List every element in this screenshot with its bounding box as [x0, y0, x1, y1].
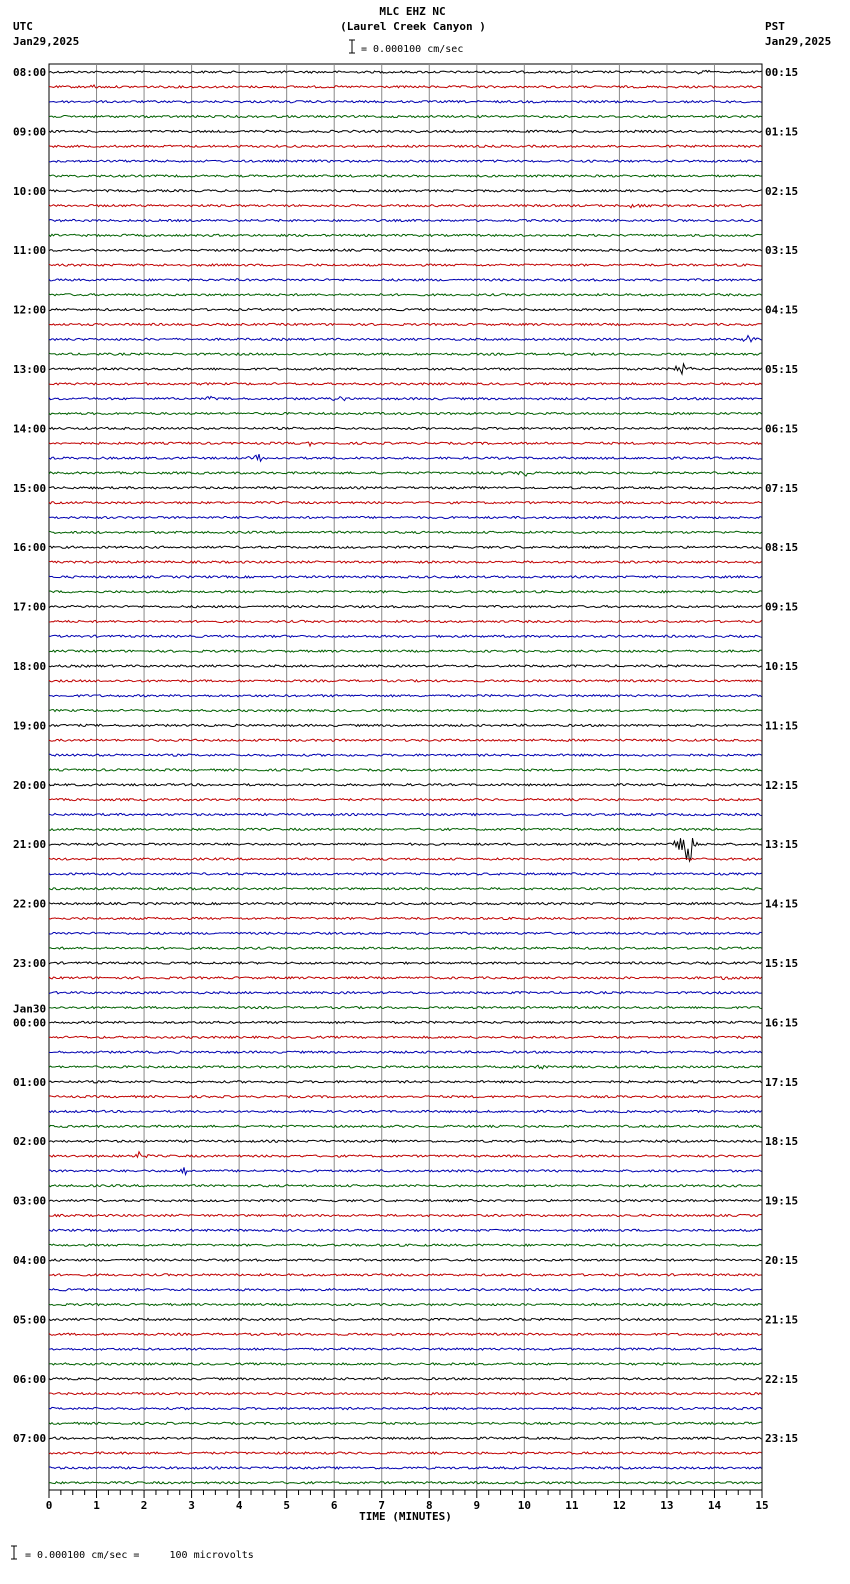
pst-hour-label: 14:15: [765, 897, 799, 911]
trace-line: [49, 784, 762, 786]
utc-hour-label: 03:00: [13, 1194, 47, 1208]
trace-line: [49, 769, 762, 771]
trace-line: [49, 1304, 762, 1306]
pst-hour-label: 19:15: [765, 1194, 799, 1208]
pst-hour-label: 06:15: [765, 422, 799, 436]
pst-hour-label: 12:15: [765, 778, 799, 792]
footer-scale-icon: [11, 1546, 17, 1559]
pst-hour-label: 07:15: [765, 481, 799, 495]
trace-line: [49, 442, 762, 446]
pst-hour-label: 16:15: [765, 1016, 799, 1030]
scale-bar-icon: [349, 40, 355, 53]
x-tick-label: 13: [660, 1499, 674, 1512]
x-tick-label: 4: [235, 1499, 243, 1512]
trace-line: [49, 427, 762, 429]
utc-hour-label: 19:00: [13, 719, 47, 733]
trace-line: [49, 903, 762, 905]
trace-line: [49, 1081, 762, 1083]
footer-scale-label: [25, 1549, 254, 1562]
utc-hour-label: 16:00: [13, 541, 47, 555]
x-tick-label: 0: [45, 1499, 53, 1512]
trace-line: [49, 1407, 762, 1409]
trace-line: [49, 576, 762, 578]
pst-hour-label: 22:15: [765, 1372, 799, 1386]
utc-hour-label: 08:00: [13, 66, 47, 79]
trace-line: [49, 947, 762, 949]
utc-hour-label: 20:00: [13, 778, 47, 792]
pst-hour-label: 18:15: [765, 1135, 799, 1149]
pst-hour-label: 21:15: [765, 1313, 799, 1327]
x-axis-label: TIME (MINUTES): [359, 1510, 452, 1523]
trace-line: [49, 977, 762, 980]
trace-line: [49, 1333, 762, 1335]
utc-hour-label: 09:00: [13, 125, 47, 139]
trace-line: [49, 1065, 762, 1069]
x-tick-label: 15: [755, 1499, 769, 1512]
trace-line: [49, 219, 762, 221]
utc-hour-label: 05:00: [13, 1313, 47, 1327]
station-name: MLC EHZ NC: [379, 5, 446, 18]
trace-line: [49, 1140, 762, 1142]
x-tick-label: 1: [93, 1499, 100, 1512]
trace-line: [49, 101, 762, 103]
pst-hour-label: 08:15: [765, 541, 799, 555]
trace-line: [49, 962, 762, 964]
trace-line: [49, 85, 762, 88]
x-tick-label: 5: [283, 1499, 290, 1512]
trace-line: [49, 1348, 762, 1350]
pst-hour-label: 23:15: [765, 1432, 799, 1446]
x-tick-label: 8: [425, 1499, 433, 1512]
pst-tz: PST: [765, 20, 785, 33]
trace-line: [49, 546, 762, 548]
trace-line: [49, 249, 762, 251]
pst-hour-label: 00:15: [765, 66, 799, 79]
utc-hour-label: 14:00: [13, 422, 47, 436]
trace-line: [49, 264, 762, 266]
trace-line: [49, 1363, 762, 1365]
trace-line: [49, 1422, 762, 1424]
trace-line: [49, 1274, 762, 1276]
trace-line: [49, 116, 762, 118]
trace-line: [49, 190, 762, 192]
trace-line: [49, 502, 762, 504]
trace-line: [49, 323, 762, 325]
utc-hour-label: 17:00: [13, 600, 47, 614]
pst-hour-label: 02:15: [765, 184, 799, 198]
x-tick-label: 12: [612, 1499, 627, 1512]
trace-line: [49, 336, 762, 342]
trace-line: [49, 396, 762, 400]
pst-hour-label: 11:15: [765, 719, 799, 733]
trace-line: [49, 1393, 762, 1395]
trace-line: [49, 294, 762, 296]
trace-line: [49, 383, 762, 385]
trace-line: [49, 828, 762, 830]
trace-line: [49, 1482, 762, 1484]
x-tick-label: 9: [473, 1499, 481, 1512]
trace-line: [49, 364, 762, 374]
utc-tz: UTC: [13, 20, 33, 33]
trace-line: [49, 1259, 762, 1261]
trace-line: [49, 1051, 762, 1053]
utc-hour-label: 12:00: [13, 303, 47, 317]
trace-line: [49, 160, 762, 162]
trace-line: [49, 858, 762, 860]
trace-line: [49, 1096, 762, 1098]
trace-line: [49, 606, 762, 608]
date-change-label: Jan30: [13, 1002, 47, 1016]
trace-line: [49, 1021, 762, 1023]
trace-line: [49, 454, 762, 461]
x-axis: [46, 1490, 769, 1523]
trace-line: [49, 754, 762, 756]
trace-line: [49, 1214, 762, 1216]
trace-line: [49, 695, 762, 697]
trace-line: [49, 1452, 762, 1454]
pst-hour-label: 04:15: [765, 303, 799, 317]
trace-line: [49, 1200, 762, 1202]
trace-line: [49, 680, 762, 682]
trace-line: [49, 70, 762, 74]
pst-hour-label: 10:15: [765, 660, 799, 673]
trace-line: [49, 204, 762, 208]
trace-line: [49, 561, 762, 563]
trace-line: [49, 724, 762, 726]
x-tick-label: 6: [330, 1499, 338, 1512]
trace-line: [49, 279, 762, 281]
pst-hour-label: 05:15: [765, 363, 799, 376]
trace-line: [49, 665, 762, 667]
trace-line: [49, 175, 762, 177]
utc-hour-label: 22:00: [13, 897, 47, 911]
trace-line: [49, 472, 762, 477]
location-name: (Laurel Creek Canyon ): [340, 20, 486, 33]
utc-hour-label: 06:00: [13, 1372, 47, 1386]
utc-hour-label: 21:00: [13, 838, 47, 852]
utc-hour-label: 07:00: [13, 1432, 47, 1446]
trace-line: [49, 516, 762, 518]
utc-hour-label: 10:00: [13, 184, 47, 198]
trace-line: [49, 413, 762, 415]
trace-line: [49, 650, 762, 652]
trace-line: [49, 130, 762, 132]
trace-line: [49, 1125, 762, 1127]
trace-line: [49, 813, 762, 815]
x-tick-label: 2: [140, 1499, 148, 1512]
x-tick-label: 7: [378, 1499, 386, 1512]
trace-line: [49, 992, 762, 994]
utc-hour-label: 11:00: [13, 244, 47, 258]
pst-hour-label: 17:15: [765, 1075, 799, 1089]
utc-hour-label: 18:00: [13, 660, 47, 673]
utc-hour-label: 13:00: [13, 363, 47, 376]
scale-text: = 0.000100 cm/sec: [361, 44, 464, 55]
trace-line: [49, 1318, 762, 1320]
trace-line: [49, 1007, 762, 1009]
utc-hour-label: 15:00: [13, 481, 47, 495]
trace-line: [49, 1244, 762, 1246]
footer-scale-text: = 0.000100 cm/sec = 100 microvolts: [25, 1550, 254, 1561]
x-tick-label: 14: [707, 1499, 722, 1512]
pst-hour-label: 20:15: [765, 1254, 799, 1267]
trace-line: [49, 309, 762, 311]
pst-date-text: Jan29,2025: [765, 35, 832, 48]
trace-line: [49, 1152, 762, 1158]
trace-line: [49, 1036, 762, 1038]
trace-line: [49, 1289, 762, 1291]
trace-line: [49, 1437, 762, 1439]
trace-line: [49, 710, 762, 712]
utc-hour-label: 23:00: [13, 957, 47, 970]
trace-line: [49, 838, 762, 861]
utc-hour-label: 01:00: [13, 1075, 47, 1089]
trace-line: [49, 873, 762, 875]
trace-line: [49, 353, 762, 355]
trace-line: [49, 1229, 762, 1231]
trace-line: [49, 487, 762, 489]
trace-line: [49, 591, 762, 593]
pst-hour-label: 01:15: [765, 125, 799, 139]
x-tick-label: 11: [565, 1499, 579, 1512]
trace-line: [49, 620, 762, 622]
trace-line: [49, 1378, 762, 1380]
trace-line: [49, 917, 762, 919]
utc-hour-label: 00:00: [13, 1016, 47, 1030]
trace-group: [49, 70, 762, 1483]
pst-hour-label: 03:15: [765, 244, 799, 258]
trace-line: [49, 1185, 762, 1187]
utc-date-text: Jan29,2025: [13, 35, 80, 48]
trace-line: [49, 1110, 762, 1112]
trace-line: [49, 531, 762, 533]
pst-hour-label: 09:15: [765, 600, 799, 614]
trace-line: [49, 739, 762, 741]
trace-line: [49, 799, 762, 801]
utc-hour-label: 04:00: [13, 1254, 47, 1267]
trace-line: [49, 145, 762, 147]
trace-line: [49, 635, 762, 637]
trace-line: [49, 1467, 762, 1469]
x-tick-label: 3: [188, 1499, 195, 1512]
x-tick-label: 10: [517, 1499, 531, 1512]
trace-line: [49, 932, 762, 934]
pst-hour-label: 15:15: [765, 957, 799, 970]
trace-line: [49, 888, 762, 890]
pst-hour-label: 13:15: [765, 838, 799, 852]
trace-line: [49, 1167, 762, 1174]
utc-hour-label: 02:00: [13, 1135, 47, 1149]
trace-line: [49, 234, 762, 236]
